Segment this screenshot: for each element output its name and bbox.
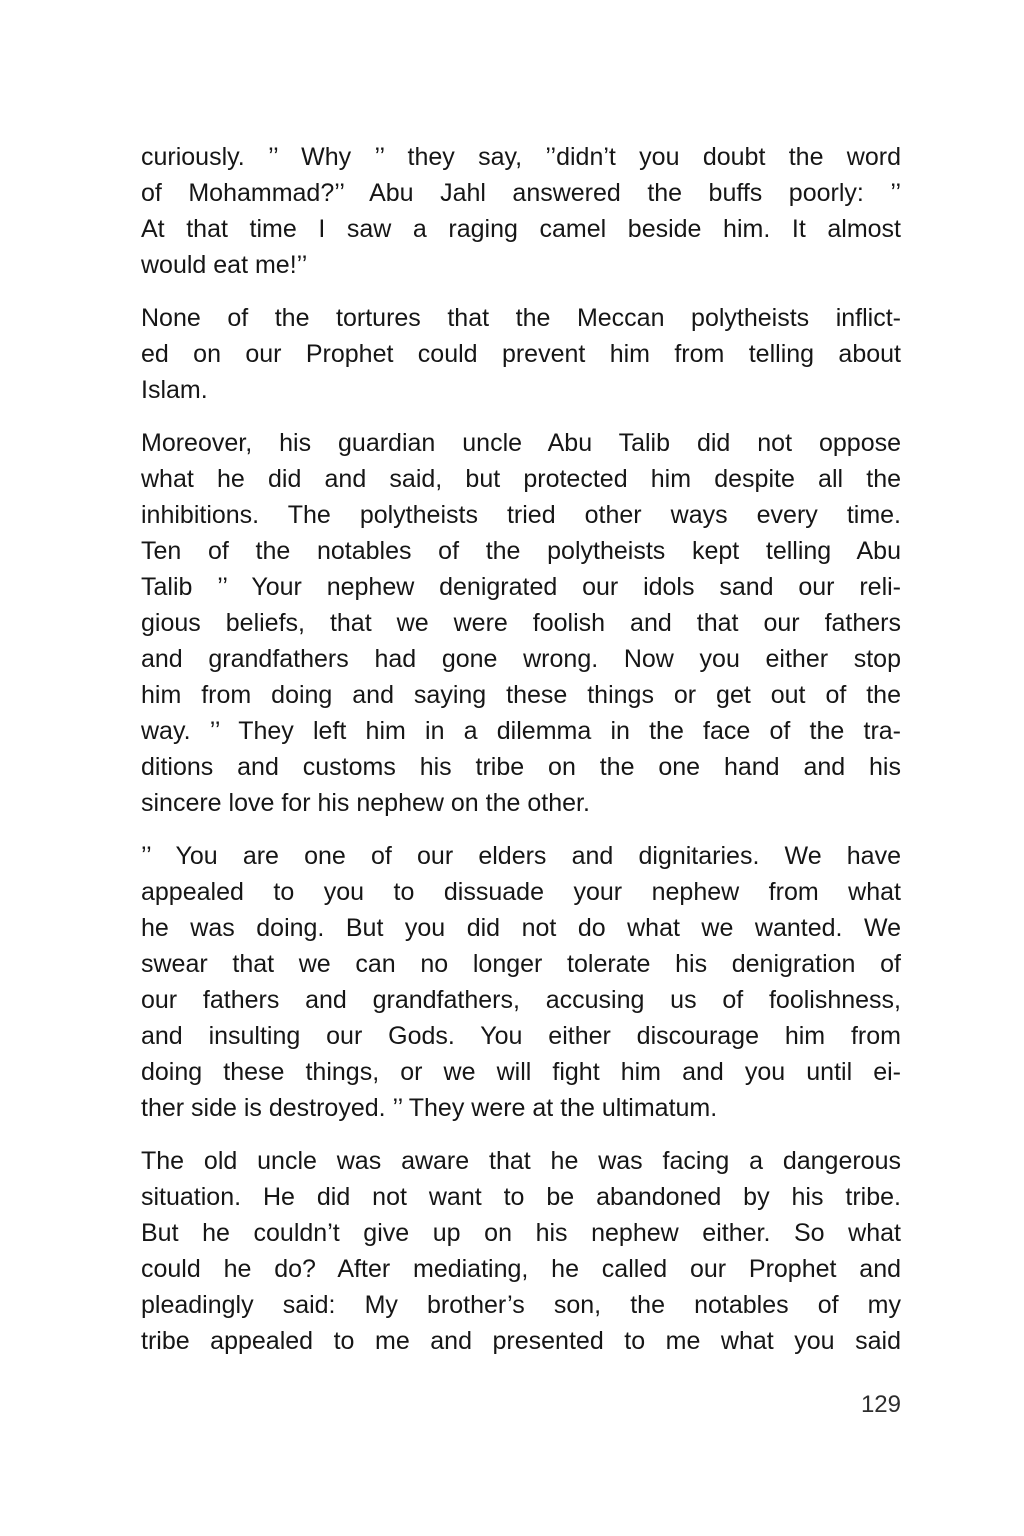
text-line: what he did and said, but protected him despite all the (141, 465, 901, 493)
text-line: None of the tortures that the Meccan polytheists inflict- (141, 304, 901, 332)
text-line: At that time I saw a raging camel beside him. It almost (141, 215, 901, 243)
text-line: tribe appealed to me and presented to me what you said (141, 1327, 901, 1355)
text-line: would eat me!’’ (141, 251, 308, 279)
text-line: Ten of the notables of the polytheists kept telling Abu (141, 537, 901, 565)
text-line: and grandfathers had gone wrong. Now you either stop (141, 645, 901, 673)
text-line: gious beliefs, that we were foolish and that our fathers (141, 609, 901, 637)
text-line: inhibitions. The polytheists tried other ways every time. (141, 501, 901, 529)
text-line: and insulting our Gods. You either discourage him from (141, 1022, 901, 1050)
text-line: our fathers and grandfathers, accusing us of foolishness, (141, 986, 901, 1014)
text-line: he was doing. But you did not do what we wanted. We (141, 914, 901, 942)
page-number: 129 (860, 1391, 901, 1418)
text-line: of Mohammad?’’ Abu Jahl answered the buffs poorly: ’’ (141, 179, 901, 207)
text-line: Islam. (141, 376, 208, 404)
text-line: Moreover, his guardian uncle Abu Talib did not oppose (141, 429, 901, 457)
paragraph (141, 139, 901, 283)
text-line: curiously. ’’ Why ’’ they say, ’’didn’t you doubt the word (141, 143, 901, 171)
text-line: ’’ You are one of our elders and dignitaries. We have (141, 842, 901, 870)
text-line: The old uncle was aware that he was facing a dangerous (141, 1147, 901, 1175)
text-line: But he couldn’t give up on his nephew either. So what (141, 1219, 901, 1247)
text-line: situation. He did not want to be abandoned by his tribe. (141, 1183, 901, 1211)
page-text (141, 139, 901, 1376)
text-line: Talib ’’ Your nephew denigrated our idols sand our reli- (141, 573, 901, 601)
text-line: sincere love for his nephew on the other. (141, 789, 590, 817)
text-line: pleadingly said: My brother’s son, the notables of my (141, 1291, 901, 1319)
text-line: swear that we can no longer tolerate his denigration of (141, 950, 901, 978)
text-line: him from doing and saying these things or get out of the (141, 681, 901, 709)
paragraph (141, 838, 901, 1126)
text-line: ditions and customs his tribe on the one hand and his (141, 753, 901, 781)
paragraph (141, 1143, 901, 1359)
text-line: ed on our Prophet could prevent him from telling about (141, 340, 901, 368)
text-line: way. ’’ They left him in a dilemma in the face of the tra- (141, 717, 901, 745)
paragraph (141, 300, 901, 408)
text-line: appealed to you to dissuade your nephew from what (141, 878, 901, 906)
text-line: doing these things, or we will fight him and you until ei- (141, 1058, 901, 1086)
paragraph (141, 425, 901, 821)
text-line: ther side is destroyed. ’’ They were at the ultimatum. (141, 1094, 718, 1122)
text-line: could he do? After mediating, he called our Prophet and (141, 1255, 901, 1283)
